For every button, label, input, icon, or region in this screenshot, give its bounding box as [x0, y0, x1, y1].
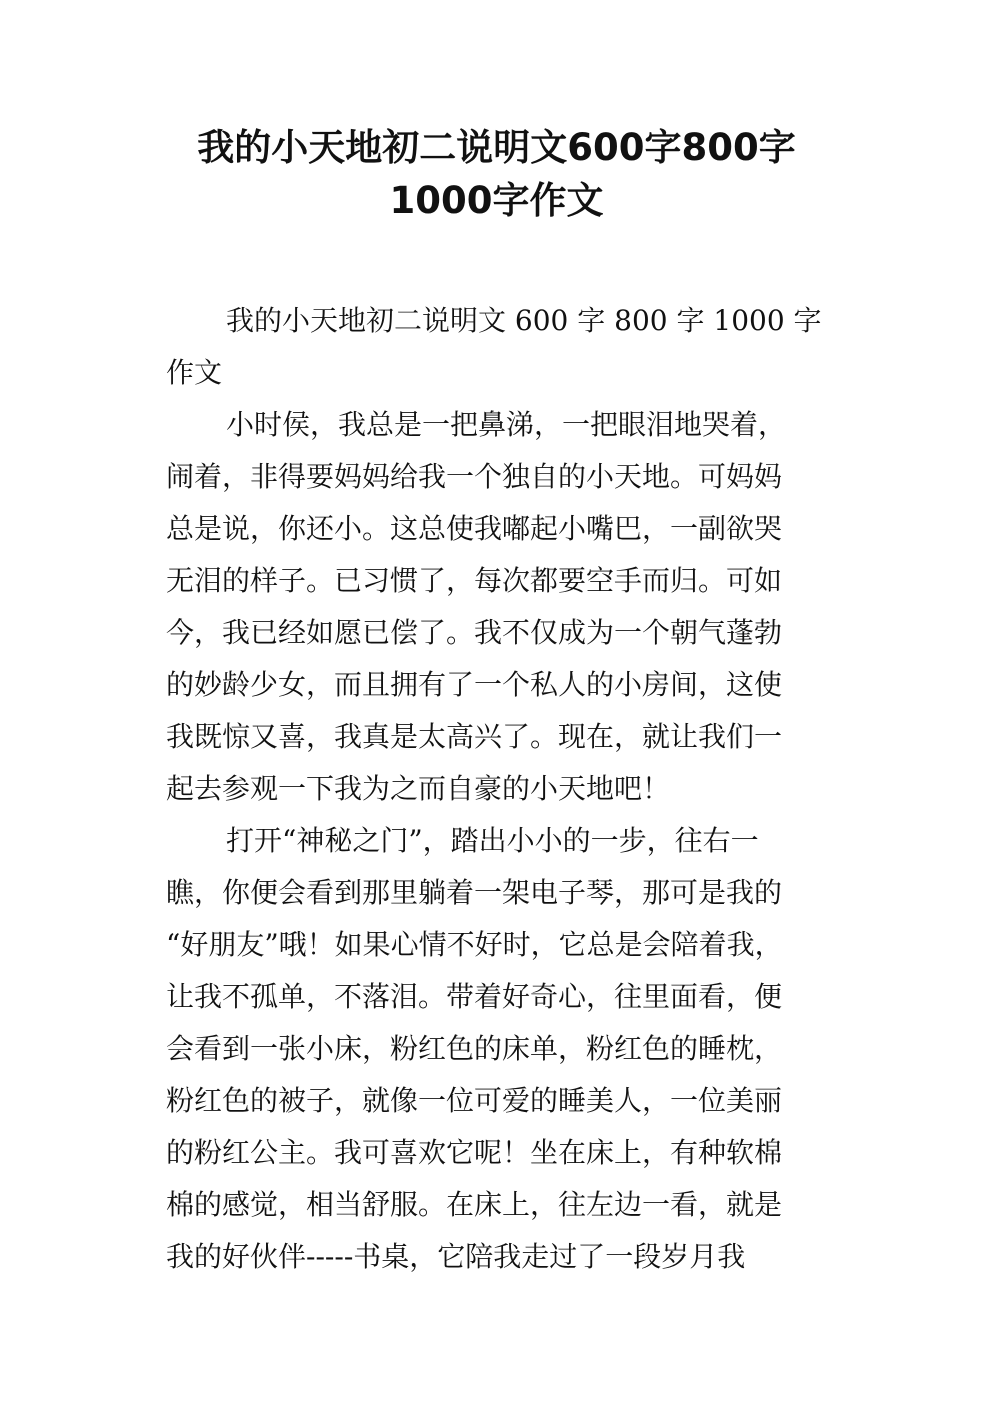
body-line: 今，我已经如愿已偿了。我不仅成为一个朝气蓬勃: [166, 616, 783, 649]
body-line: 的妙龄少女，而且拥有了一个私人的小房间，这使: [166, 668, 783, 701]
body-line: 打开“神秘之门”，踏出小小的一步，往右一: [226, 824, 759, 857]
body-line: 粉红色的被子，就像一位可爱的睡美人，一位美丽: [166, 1084, 783, 1117]
body-line: 会看到一张小床，粉红色的床单，粉红色的睡枕，: [166, 1032, 783, 1065]
body-line: 无泪的样子。已习惯了，每次都要空手而归。可如: [166, 564, 783, 597]
document-title-line-2: 1000字作文: [389, 179, 604, 222]
body-line: 瞧，你便会看到那里躺着一架电子琴，那可是我的: [166, 876, 783, 909]
body-line: 起去参观一下我为之而自豪的小天地吧！: [166, 772, 671, 805]
document-title-line-1: 我的小天地初二说明文600字800字: [197, 126, 796, 169]
body-line: 我的小天地初二说明文 600 字 800 字 1000 字: [226, 304, 822, 337]
body-line: 小时侯，我总是一把鼻涕，一把眼泪地哭着，: [226, 408, 787, 441]
body-line: 闹着，非得要妈妈给我一个独自的小天地。可妈妈: [166, 460, 783, 493]
body-line: 我既惊又喜，我真是太高兴了。现在，就让我们一: [166, 720, 783, 753]
body-line: 总是说，你还小。这总使我嘟起小嘴巴，一副欲哭: [166, 512, 783, 545]
body-line: 的粉红公主。我可喜欢它呢！坐在床上，有种软棉: [166, 1136, 783, 1169]
body-line: 棉的感觉，相当舒服。在床上，往左边一看，就是: [166, 1188, 783, 1221]
body-line: “好朋友”哦！如果心情不好时，它总是会陪着我，: [166, 928, 783, 961]
body-line: 作文: [166, 356, 223, 389]
body-line: 我的好伙伴-----书桌，它陪我走过了一段岁月我: [166, 1240, 746, 1273]
body-line: 让我不孤单，不落泪。带着好奇心，往里面看，便: [166, 980, 783, 1013]
